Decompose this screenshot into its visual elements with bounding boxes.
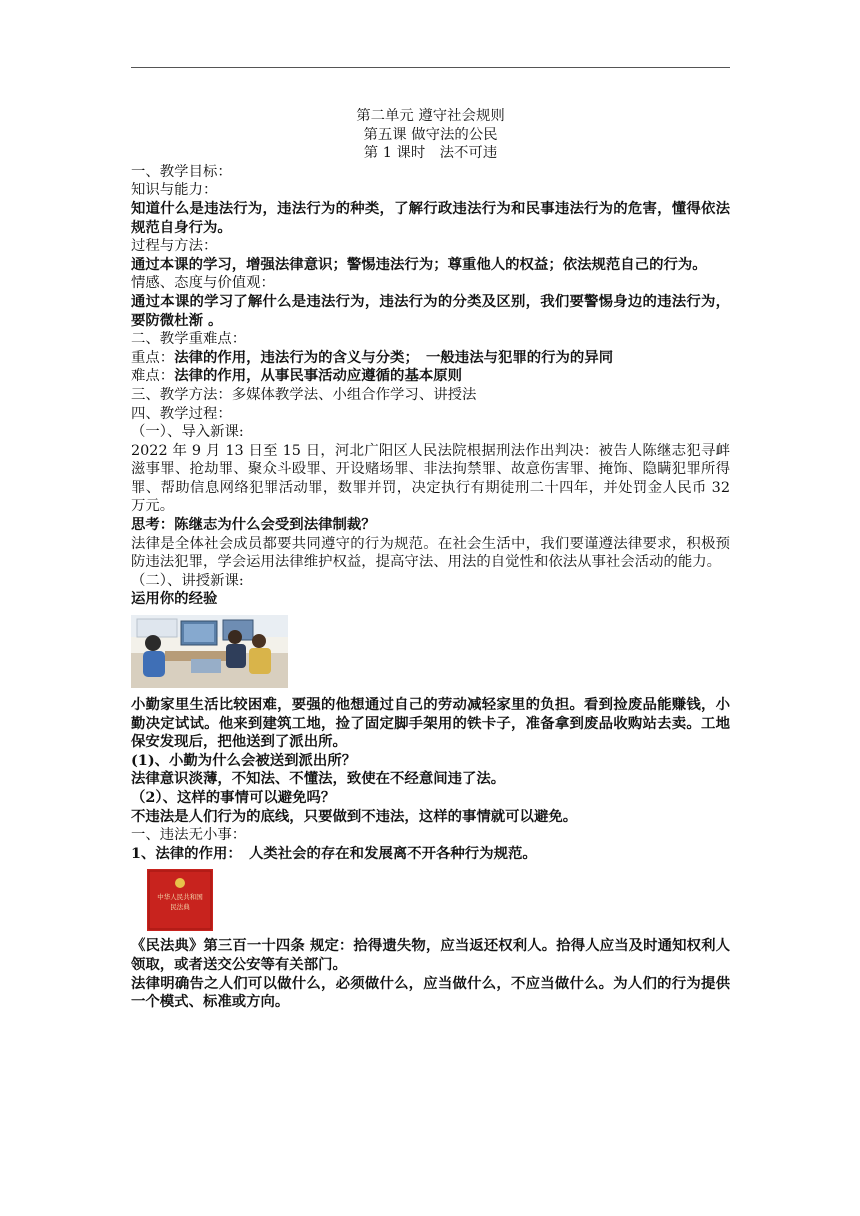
paragraph: 法律是全体社会成员都要共同遵守的行为规范。在社会生活中，我们要谨遵法律要求，积极预防违法犯罪，学会运用法律维护权益，提高守法、用法的自觉性和依法从事社会活动的能力。 bbox=[131, 535, 730, 571]
section-heading: 四、教学过程： bbox=[131, 405, 232, 422]
office-scene-illustration bbox=[131, 615, 288, 688]
question: （2）、这样的事情可以避免吗？ bbox=[131, 789, 336, 806]
difficulty-text: 法律的作用，从事民事活动应遵循的基本原则 bbox=[174, 367, 463, 385]
subheading: （二）、讲授新课: bbox=[131, 572, 244, 589]
key-point-line bbox=[131, 349, 730, 368]
subheading: 运用你的经验 bbox=[131, 590, 218, 608]
header-rule bbox=[131, 67, 730, 68]
difficulty-label: 难点： bbox=[131, 368, 175, 385]
subheading: 情感、态度与价值观： bbox=[131, 275, 275, 292]
paragraph: 知道什么是违法行为，违法行为的种类，了解行政违法行为和民事违法行为的危害，懂得依法规范自身行为。 bbox=[131, 199, 730, 236]
paragraph: 通过本课的学习了解什么是违法行为，违法行为的分类及区别，我们要警惕身边的违法行为，要防微杜渐 。 bbox=[131, 292, 730, 329]
period-title: 第 1 课时 法不可违 bbox=[363, 145, 498, 162]
paragraph: 《民法典》第三百一十四条 规定：拾得遗失物，应当返还权利人。拾得人应当及时通知权利人领取，或者送交公安等有关部门。 bbox=[131, 937, 730, 973]
difficulty-line bbox=[131, 367, 730, 386]
section-heading: 三、教学方法：多媒体教学法、小组合作学习、讲授法 bbox=[131, 386, 477, 403]
document-body bbox=[131, 107, 730, 1012]
answer: 不违法是人们行为的底线，只要做到不违法，这样的事情就可以避免。 bbox=[131, 807, 578, 825]
subheading: 过程与方法： bbox=[131, 238, 218, 255]
lesson-title: 第五课 做守法的公民 bbox=[363, 126, 498, 143]
key-point-text: 法律的作用，违法行为的含义与分类； 一般违法与犯罪的行为的异同 bbox=[174, 348, 614, 366]
book-cover-title: 中华人民共和国 bbox=[157, 893, 203, 902]
paragraph: 法律明确告之人们可以做什么，必须做什么，应当做什么，不应当做什么。为人们的行为提供一个模式、标准或方向。 bbox=[131, 974, 730, 1011]
section-heading: 一、违法无小事： bbox=[131, 827, 247, 844]
subheading: （一）、导入新课: bbox=[131, 424, 244, 441]
subheading: 1、法律的作用： 人类社会的存在和发展离不开各种行为规范。 bbox=[131, 844, 537, 862]
story-paragraph: 小勤家里生活比较困难，要强的他想通过自己的劳动减轻家里的负担。看到捡废品能赚钱，小勤决定试试。他来到建筑工地，捡了固定脚手架用的铁卡子，准备拿到废品收购站去卖。工地保安发现后，把他送到了派出所。 bbox=[131, 696, 730, 751]
question: (1)、小勤为什么会被送到派出所？ bbox=[131, 751, 357, 769]
subheading: 知识与能力： bbox=[131, 182, 218, 199]
unit-title: 第二单元 遵守社会规则 bbox=[356, 108, 505, 124]
key-point-label: 重点： bbox=[131, 349, 175, 366]
book-cover-subtitle: 民法典 bbox=[170, 903, 190, 912]
answer: 法律意识淡薄，不知法、不懂法，致使在不经意间违了法。 bbox=[131, 770, 506, 788]
section-heading: 一、教学目标： bbox=[131, 163, 232, 180]
paragraph: 2022 年 9 月 13 日至 15 日，河北广阳区人民法院根据刑法作出判决：被告人陈继志犯寻衅滋事罪、抢劫罪、聚众斗殴罪、开设赌场罪、非法拘禁罪、故意伤害罪、掩饰、隐瞒犯罪所得罪、帮助信息网络犯罪活动罪，数罪并罚，决定执行有期徒刑二十四年，并处罚金人民币 32 万元。 bbox=[131, 442, 730, 515]
section-heading: 二、教学重难点： bbox=[131, 331, 247, 348]
civil-code-book-cover bbox=[147, 869, 213, 931]
question: 思考：陈继志为什么会受到法律制裁？ bbox=[131, 516, 376, 534]
paragraph: 通过本课的学习，增强法律意识；警惕违法行为；尊重他人的权益；依法规范自己的行为。 bbox=[131, 255, 707, 273]
